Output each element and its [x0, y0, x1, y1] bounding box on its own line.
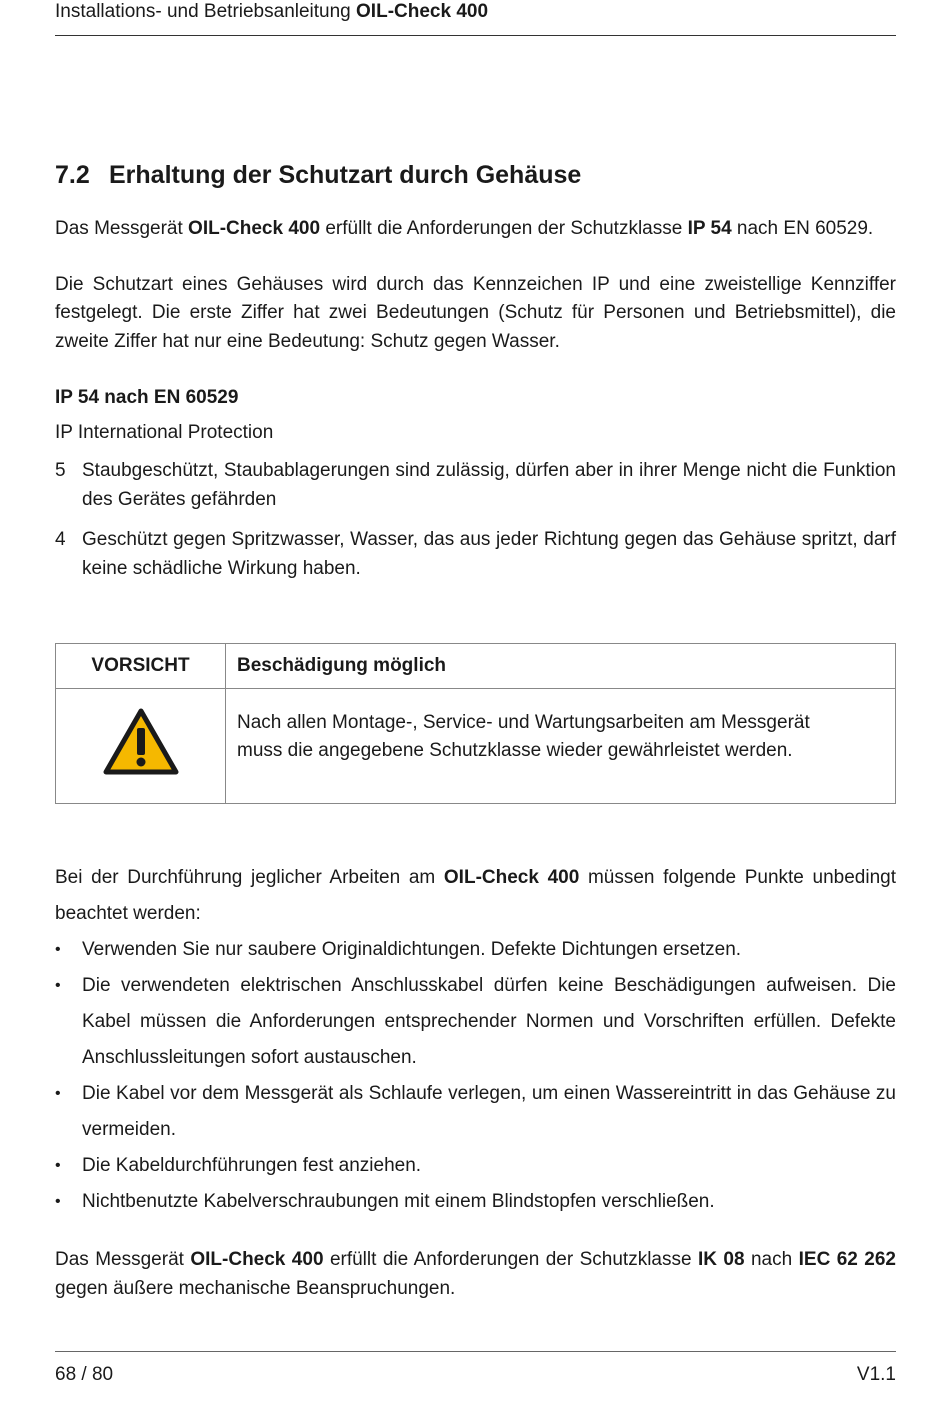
product-name: OIL-Check 400 [188, 218, 321, 239]
list-item [55, 1184, 896, 1220]
list-item [55, 968, 896, 1076]
product-name: OIL-Check 400 [443, 867, 580, 888]
page-number: 68 / 80 [55, 1364, 114, 1385]
text-run: müssen folgende Punkte unbedingt beachtet werden: [55, 867, 897, 924]
list-item [55, 1148, 896, 1184]
section-number: 7.2 [55, 161, 90, 189]
text-run: nach [744, 1249, 799, 1270]
warning-icon-cell [56, 689, 226, 804]
list-item-text: Die Kabel vor dem Messgerät als Schlaufe verlegen, um einen Wassereintritt in das Gehäuse zu vermeiden. [82, 1083, 896, 1140]
product-name: OIL-Check 400 [190, 1249, 324, 1270]
list-item-text: Die Kabeldurchführungen fest anziehen. [82, 1155, 422, 1176]
intro-paragraph [55, 215, 896, 244]
text-run: erfüllt die Anforderungen der Schutzklasse [320, 218, 688, 239]
header-product-name: OIL-Check 400 [356, 1, 489, 22]
document-version: V1.1 [856, 1364, 896, 1385]
text-run: Bei der Durchführung jeglicher Arbeiten am [55, 867, 444, 888]
page-content [55, 157, 896, 1303]
list-item-text: Die verwendeten elektrischen Anschlusskabel dürfen keine Beschädigungen aufweisen. Die Kabel müssen die Anforderungen entsprechender Normen und Vorschriften erfüllen. Defekte Anschlussleitungen sofort austauschen. [82, 975, 896, 1068]
warning-text: Nach allen Montage-, Service- und Wartungsarbeiten am Messgerät muss die angegebene Schutzklasse wieder gewährleistet werden. [226, 689, 896, 804]
protection-class: IK 08 [697, 1249, 745, 1270]
footer-divider [55, 1351, 896, 1352]
text-run: nach EN 60529. [731, 218, 874, 239]
page-header [55, 0, 896, 36]
standard-name: IEC 62 262 [798, 1249, 896, 1270]
warning-label: VORSICHT [56, 644, 226, 689]
list-item [55, 1076, 896, 1148]
text-run: Das Messgerät [55, 218, 189, 239]
ip-digit-item [55, 526, 896, 583]
text-run: gegen äußere mechanische Beanspruchungen. [55, 1277, 456, 1299]
ik-class-paragraph [55, 1246, 896, 1303]
ip-subtitle: IP International Protection [55, 421, 274, 443]
list-item-text: Verwenden Sie nur saubere Originaldichtungen. Defekte Dichtungen ersetzen. [82, 939, 742, 960]
ip-digit: 4 [55, 529, 66, 550]
section-title: Erhaltung der Schutzart durch Gehäuse [109, 161, 582, 189]
bullet-glyph: • [55, 977, 61, 994]
protection-class: IP 54 [687, 218, 732, 239]
work-instructions-intro [55, 860, 896, 932]
instruction-list [55, 932, 896, 1220]
bullet-glyph: • [55, 1085, 61, 1102]
text-run: Das Messgerät [55, 1249, 191, 1270]
bullet-glyph: • [55, 941, 61, 958]
ip-explanation-paragraph: Die Schutzart eines Gehäuses wird durch das Kennzeichen IP und eine zweistellige Kennziffer festgelegt. Die erste Ziffer hat zwei Bedeutungen (Schutz für Personen und Betriebsmittel), die zweite Ziffer hat nur eine Bedeutung: Schutz gegen Wasser. [55, 273, 896, 352]
ip-digit-list [55, 457, 896, 583]
ip-heading: IP 54 nach EN 60529 [55, 387, 239, 408]
warning-title: Beschädigung möglich [226, 644, 896, 689]
bullet-glyph: • [55, 1193, 61, 1210]
list-item [55, 932, 896, 968]
warning-triangle-icon [103, 708, 179, 776]
ip-digit-item [55, 457, 896, 514]
section-heading [55, 157, 896, 193]
ip-digit: 5 [55, 460, 66, 481]
text-run: erfüllt die Anforderungen der Schutzklasse [323, 1249, 698, 1270]
ip-digit-description: Geschützt gegen Spritzwasser, Wasser, das aus jeder Richtung gegen das Gehäuse spritzt, darf keine schädliche Wirkung haben. [82, 529, 896, 579]
header-title-prefix: Installations- und Betriebsanleitung [55, 1, 357, 22]
list-item-text: Nichtbenutzte Kabelverschraubungen mit einem Blindstopfen verschließen. [82, 1191, 715, 1212]
warning-box [55, 643, 896, 804]
ip-digit-description: Staubgeschützt, Staubablagerungen sind zulässig, dürfen aber in ihrer Menge nicht die Funktion des Gerätes gefährden [82, 460, 896, 510]
bullet-glyph: • [55, 1157, 61, 1174]
